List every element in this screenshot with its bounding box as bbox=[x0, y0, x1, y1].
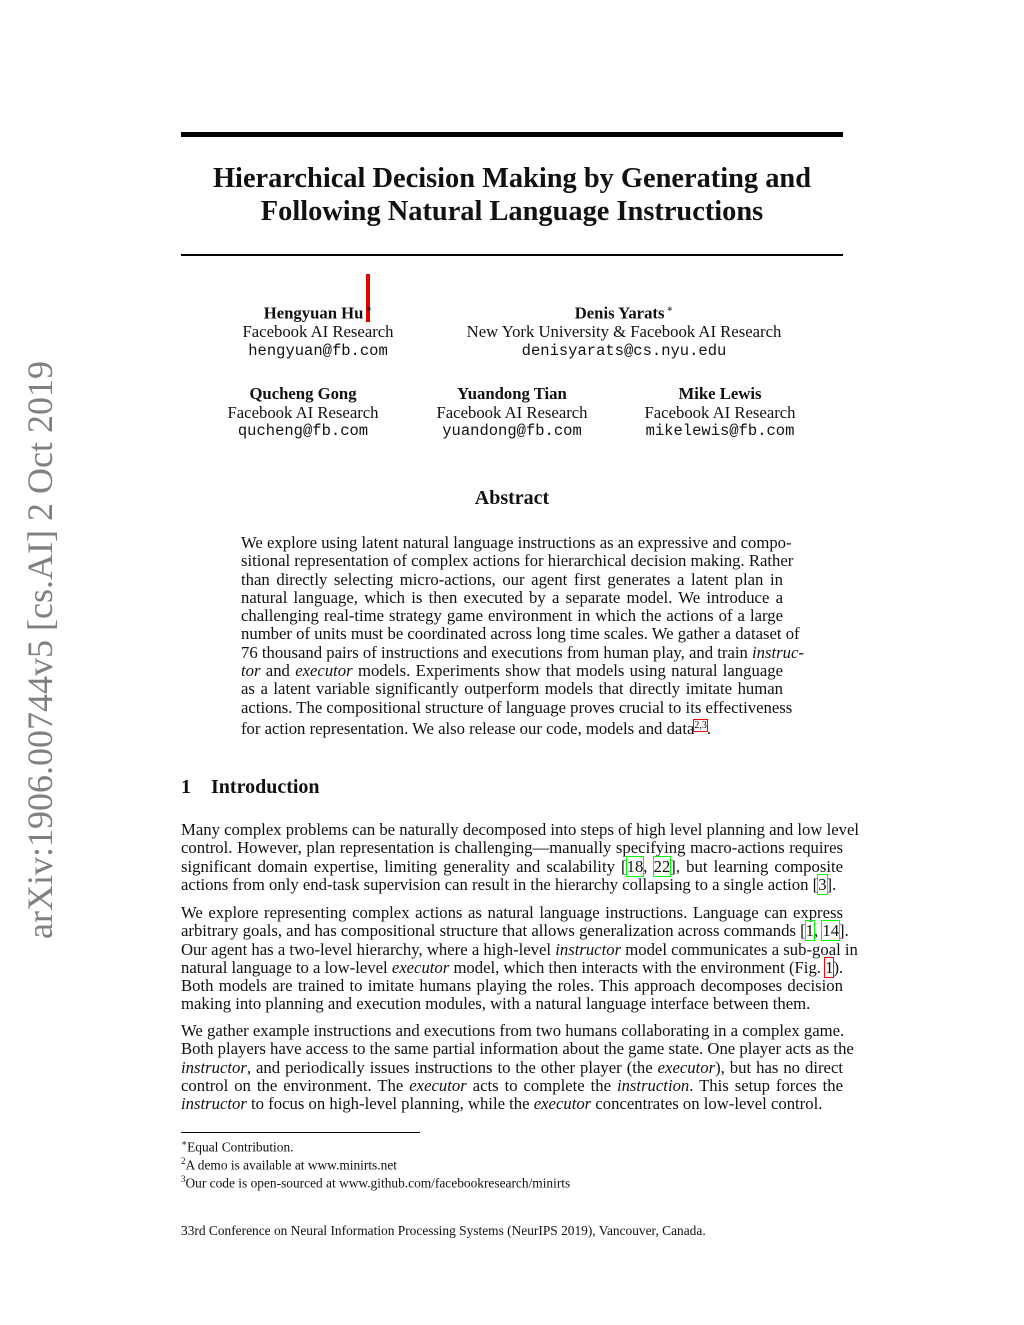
text-line bbox=[241, 642, 804, 662]
author-name: Mike Lewis bbox=[678, 384, 762, 403]
author-block bbox=[620, 385, 820, 441]
abstract-body bbox=[241, 533, 804, 738]
text-run: natural language to a low-level bbox=[181, 957, 392, 977]
text-run: We explore using latent natural language instructions as an expressive and compo- bbox=[241, 533, 792, 552]
author-block bbox=[412, 385, 612, 441]
text-line bbox=[241, 624, 800, 644]
author-affiliation: New York University & Facebook AI Research bbox=[466, 322, 782, 342]
author-affiliation: Facebook AI Research bbox=[436, 402, 588, 422]
text-run: to focus on high-level planning, while the bbox=[246, 1094, 534, 1114]
equal-contribution-mark: ∗ bbox=[666, 304, 674, 315]
text-run: control on the environment. The bbox=[181, 1075, 410, 1095]
text-run: Our agent has a two-level hierarchy, where a high-level bbox=[181, 939, 556, 959]
text-run: control. However, plan representation is challenging—manually specifying macro-actions requires bbox=[181, 838, 843, 858]
text-run: acts to complete the bbox=[466, 1075, 617, 1095]
text-line bbox=[181, 1095, 843, 1113]
text-line bbox=[181, 959, 843, 977]
emphasis-text: tor bbox=[241, 661, 261, 681]
footnote-text: A demo is available at www.minirts.net bbox=[185, 1157, 397, 1173]
footnote-mark: 2 bbox=[181, 1156, 186, 1166]
author-affiliation: Facebook AI Research bbox=[227, 402, 379, 422]
footnote bbox=[181, 1170, 570, 1192]
citation-link[interactable]: 1 bbox=[805, 921, 815, 941]
text-run: actions from only end-task supervision can result in the hierarchy collapsing to a single action [ bbox=[181, 874, 819, 894]
paper-title bbox=[181, 162, 843, 228]
title-rule bbox=[181, 254, 843, 256]
text-line bbox=[241, 680, 783, 698]
text-line bbox=[181, 921, 849, 941]
footnote-link[interactable]: 2,3 bbox=[694, 719, 707, 731]
intro-paragraph bbox=[181, 1021, 854, 1114]
author-name-text: Denis Yarats bbox=[574, 303, 665, 323]
author-name: Yuandong Tian bbox=[457, 384, 567, 403]
author-name-text: Hengyuan Hu bbox=[263, 303, 364, 323]
emphasis-text: instructor bbox=[555, 939, 622, 959]
text-run: ]. bbox=[839, 921, 849, 941]
text-run: Many complex problems can be naturally decomposed into steps of high level planning and low level bbox=[181, 820, 859, 839]
text-line bbox=[241, 607, 783, 625]
text-run: ). bbox=[833, 957, 844, 977]
citation-link[interactable]: 3 bbox=[818, 874, 827, 894]
text-line bbox=[241, 589, 783, 607]
footnote-rule bbox=[181, 1132, 420, 1133]
text-run: ), but has no direct bbox=[715, 1057, 843, 1077]
text-run: concentrates on low-level control. bbox=[591, 1094, 823, 1114]
citation-link[interactable]: 14 bbox=[822, 921, 840, 941]
text-run: actions. The compositional structure of language proves crucial to its effectiveness bbox=[241, 697, 793, 717]
text-line bbox=[241, 662, 783, 680]
text-run: ]. bbox=[826, 874, 837, 894]
author-name bbox=[218, 301, 418, 323]
citation-link[interactable]: 18 bbox=[626, 856, 644, 876]
text-run: We gather example instructions and executions from two humans collaborating in a complex game. bbox=[181, 1021, 845, 1040]
text-run: Both players have access to the same partial information about the game state. One player acts as the bbox=[181, 1039, 854, 1059]
text-line bbox=[241, 551, 794, 571]
intro-paragraph bbox=[181, 820, 859, 894]
text-line bbox=[181, 995, 843, 1013]
author-email: hengyuan@fb.com bbox=[248, 341, 388, 360]
text-run: , bbox=[643, 856, 654, 876]
text-run: model, which then interacts with the environment (Fig. bbox=[449, 957, 826, 977]
text-line bbox=[181, 1059, 843, 1077]
text-run: as a latent variable significantly outperform models that directly imitate human bbox=[241, 679, 783, 699]
conference-note: 33rd Conference on Neural Information Processing Systems (NeurIPS 2019), Vancouver, Canada. bbox=[181, 1223, 706, 1238]
text-run: than directly selecting micro-actions, our agent first generates a latent plan in bbox=[241, 569, 783, 589]
figure-reference-link[interactable]: 1 bbox=[825, 957, 834, 977]
text-line bbox=[181, 904, 843, 922]
text-run: sitional representation of complex actions for hierarchical decision making. Rather bbox=[241, 551, 794, 571]
title-line: Following Natural Language Instructions bbox=[260, 196, 764, 227]
emphasis-text: instruction bbox=[616, 1075, 690, 1095]
footnote-text: Equal Contribution. bbox=[187, 1139, 294, 1155]
text-line bbox=[181, 1022, 843, 1040]
text-run: and bbox=[260, 661, 296, 681]
text-run: ], but learning composite bbox=[670, 856, 844, 876]
emphasis-text: executor bbox=[409, 1075, 467, 1095]
text-run: model communicates a sub-goal in bbox=[621, 939, 858, 959]
text-run: , and periodically issues instructions to the other player (the bbox=[246, 1057, 658, 1077]
author-email: yuandong@fb.com bbox=[442, 422, 582, 440]
text-run: natural language, which is then executed by a separate model. We introduce a bbox=[241, 587, 783, 607]
text-run: Both models are trained to imitate humans playing the roles. This approach decomposes decision bbox=[181, 976, 843, 996]
title-line: Hierarchical Decision Making by Generating and bbox=[212, 163, 812, 194]
text-run: We explore representing complex actions as natural language instructions. Language can express bbox=[181, 903, 843, 922]
text-run: models. Experiments show that models using natural language bbox=[352, 661, 783, 681]
author-name: Qucheng Gong bbox=[249, 384, 357, 403]
section-title: Introduction bbox=[211, 776, 320, 798]
text-run: significant domain expertise, limiting generality and scalability [ bbox=[181, 856, 627, 876]
text-run: . This setup forces the bbox=[689, 1075, 843, 1095]
text-line bbox=[241, 717, 783, 738]
author-block bbox=[218, 301, 418, 360]
text-line bbox=[181, 839, 843, 857]
text-run: for action representation. We also release our code, models and data bbox=[241, 718, 695, 738]
citation-link[interactable]: 22 bbox=[653, 856, 671, 876]
arxiv-identifier: arXiv:1906.00744v5 [cs.AI] 2 Oct 2019 bbox=[20, 361, 60, 939]
emphasis-text: executor bbox=[391, 957, 450, 977]
emphasis-text: instruc- bbox=[752, 642, 804, 662]
text-run: making into planning and execution modules, with a natural language interface between them. bbox=[181, 994, 811, 1014]
author-block bbox=[444, 301, 804, 360]
text-line bbox=[181, 939, 858, 959]
text-run: 76 thousand pairs of instructions and executions from human play, and train bbox=[241, 642, 753, 662]
text-line bbox=[181, 858, 843, 876]
text-run: , bbox=[814, 921, 823, 941]
footnote-mark: 3 bbox=[181, 1174, 186, 1184]
section-heading bbox=[181, 776, 320, 799]
author-affiliation: Facebook AI Research bbox=[644, 402, 796, 422]
emphasis-text: executor bbox=[657, 1057, 716, 1077]
text-line bbox=[181, 820, 859, 839]
section-number: 1 bbox=[181, 776, 191, 798]
author-email: denisyarats@cs.nyu.edu bbox=[521, 341, 727, 360]
author-block bbox=[203, 385, 403, 441]
text-run: arbitrary goals, and has compositional structure that allows generalization across commands [ bbox=[181, 921, 806, 941]
abstract-heading: Abstract bbox=[474, 487, 550, 509]
text-run: number of units must be coordinated across long time scales. We gather a dataset of bbox=[241, 624, 800, 644]
author-email: mikelewis@fb.com bbox=[645, 422, 795, 440]
footnote-text: Our code is open-sourced at www.github.com/facebookresearch/minirts bbox=[185, 1175, 571, 1191]
top-rule bbox=[181, 132, 843, 137]
emphasis-text: executor bbox=[295, 661, 353, 681]
author-email: qucheng@fb.com bbox=[237, 422, 369, 440]
text-line bbox=[241, 697, 793, 717]
text-line bbox=[181, 1077, 843, 1095]
footnote-mark: ∗ bbox=[181, 1138, 188, 1148]
text-line bbox=[241, 533, 792, 552]
author-affiliation: Facebook AI Research bbox=[242, 322, 394, 342]
text-line bbox=[181, 876, 843, 894]
text-run: challenging real-time strategy game environment in which the actions of a large bbox=[241, 606, 783, 626]
text-line bbox=[241, 571, 783, 589]
emphasis-text: instructor bbox=[181, 1057, 247, 1077]
equal-contribution-mark: ∗ bbox=[365, 304, 373, 315]
intro-paragraph bbox=[181, 903, 858, 1014]
text-run: . bbox=[706, 718, 712, 738]
emphasis-text: instructor bbox=[181, 1094, 247, 1114]
text-line bbox=[181, 977, 843, 995]
emphasis-text: executor bbox=[533, 1094, 592, 1114]
text-line bbox=[181, 1039, 854, 1059]
author-name bbox=[444, 301, 804, 323]
